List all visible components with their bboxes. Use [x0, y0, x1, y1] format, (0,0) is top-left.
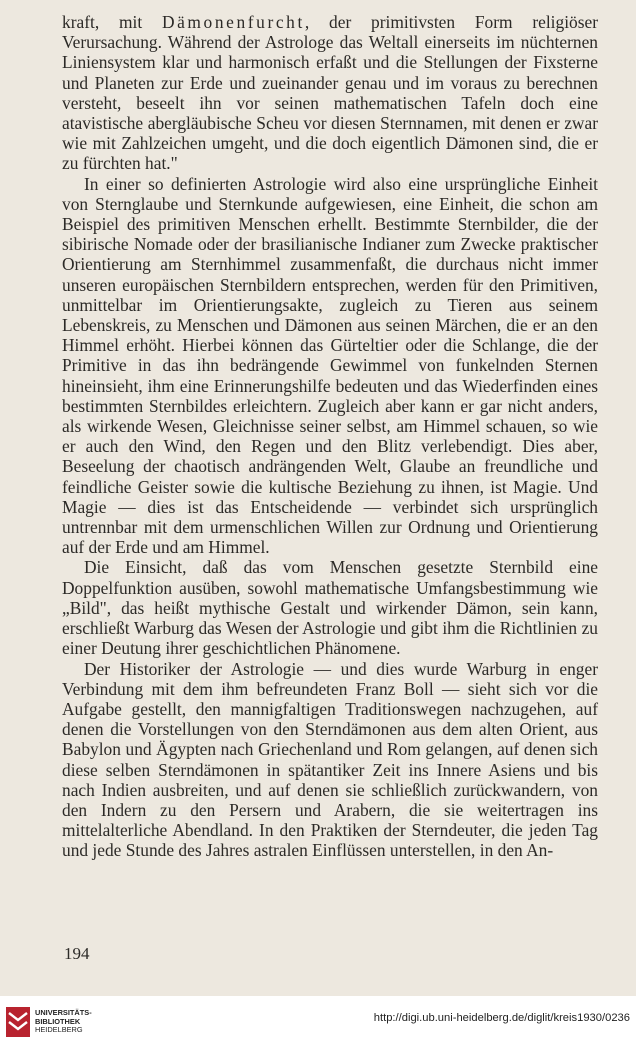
paragraph-2: In einer so definierten Astrologie wird also eine ursprüngliche Einheit von Sternglaube und Sternkunde aufgewiesen, eine Einheit, die schon am Beispiel des primitiven Menschen erhellt. Bestimmte Sternbilder, die der sibirische Nomade oder der brasilianische Indianer zum Zwecke praktischer Orientierung am Sternhimmel zusammenfaßt, die durchaus nicht immer unseren europäischen Sternbildern entsprechen, werden für den Primitiven, unmittelbar im Orientierungsakte, zugleich zu Tieren aus seinem Lebenskreis, zu Menschen und Dämonen aus seinen Märchen, die er an den Himmel erhöht. Hierbei können das Gürteltier oder die Schlange, die der Primitive in das ihn bedrängende Gewimmel von funkelnden Sternen hineinsieht, ihm eine Erinnerungshilfe bedeuten und das Wiederfinden eines bestimmten Sternbildes erleichtern. Zugleich aber kann er gar nicht anders, als wirkende Wesen, Gleichnisse seiner selbst, am Himmel schauen, so wie er auch den Wind, den Regen und den Blitz verlebendigt. Dies aber, Beseelung der chaotisch andrängenden Welt, Glaube an freundliche und feindliche Geister sowie die kultische Beziehung zu ihnen, ist Magie. Und Magie — dies ist das Entscheidende — verbindet sich ursprünglich untrennbar mit dem urmenschlichen Willen zur Ordnung und Orientierung auf der Erde und am Himmel. — [62, 173, 598, 558]
heidelberg-library-logo-icon — [6, 1007, 30, 1037]
source-url-link[interactable]: http://digi.ub.uni-heidelberg.de/diglit/kreis1930/0236 — [373, 1012, 630, 1024]
paragraph-1 — [62, 12, 598, 174]
digitization-footer — [0, 996, 636, 1047]
body-text — [62, 12, 598, 861]
paragraph-1-rest: , der primitivsten Form religiöser Verursachung. Während der Astrologe das Weltall einerseits im nüchternen Liniensystem klar und harmonisch erfaßt und die Stellungen der Fixsterne und Planeten zur Erde und zueinander genau und im voraus zu berechnen versteht, beseelt ihn vor seinen mathematischen Tafeln doch eine atavistische abergläubische Scheu vor diesen Sternnamen, mit denen er zwar wie mit Zahlzeichen umgeht, und die doch eigentlich Dämonen sind, die er zu fürchten hat." — [62, 12, 599, 174]
library-line-2: BIBLIOTHEK — [35, 1016, 81, 1026]
page-number: 194 — [64, 944, 90, 963]
spaced-emphasis: Dämonenfurcht — [161, 12, 305, 32]
library-city: HEIDELBERG — [35, 1025, 83, 1035]
paragraph-4: Der Historiker der Astrologie — und dies wurde Warburg in enger Verbindung mit dem ihm befreundeten Franz Boll — sieht sich vor die Aufgabe gestellt, den mannigfaltigen Traditionswegen nachzugehen, auf denen die Vorstellungen von den Sterndämonen aus dem alten Orient, aus Babylon und Ägypten nach Griechenland und Rom gelangen, auf denen sich diese selben Sterndämonen in spätantiker Zeit ins Innere Asiens und bis nach Indien ausbreiten, und auf denen sie schließlich zurückwandern, von den Indern zu den Persern und Arabern, die sie weitertragen ins mittelalterliche Abendland. In den Praktiken der Sterndeuter, die jeden Tag und jede Stunde des Jahres astralen Einflüssen unterstellen, in den An- — [62, 658, 598, 861]
library-name — [35, 1009, 92, 1035]
paragraph-3: Die Einsicht, daß das vom Menschen gesetzte Sternbild eine Doppelfunktion ausüben, sowohl mathematische Umfangsbestimmung wie „Bild", das heißt mythische Gestalt und wirkender Dämon, sein kann, erschließt Warburg das Wesen der Astrologie und gibt ihm die Richtlinien zu einer Deutung ihrer geschichtlichen Phänomene. — [62, 557, 598, 659]
paragraph-1-start: kraft, mit — [62, 12, 162, 32]
library-line-1: UNIVERSITÄTS- — [35, 1008, 92, 1017]
